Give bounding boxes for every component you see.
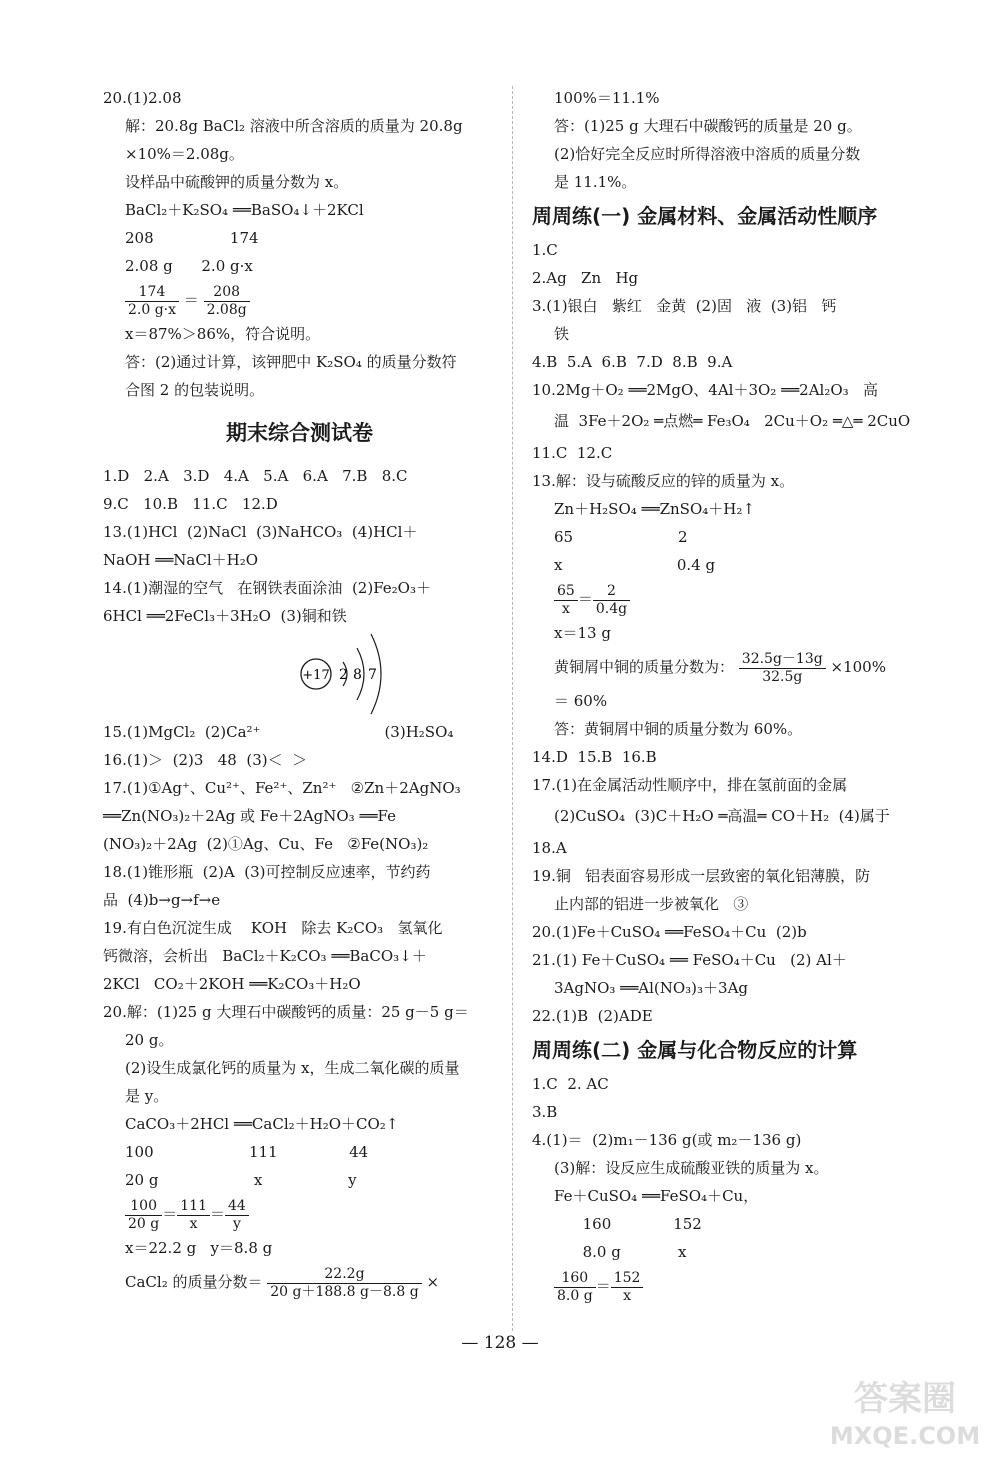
answer-line: 17.(1)在金属活动性顺序中，排在氢前面的金属 bbox=[532, 776, 848, 794]
answer-line: 18.(1)锥形瓶 (2)A (3)可控制反应速率，节约药 bbox=[103, 863, 431, 881]
answer-line: 2.08 g 2.0 g·x bbox=[125, 257, 253, 275]
answer-line: 3.B bbox=[532, 1103, 558, 1121]
answer-line: 答：(1)25 g 大理石中碳酸钙的质量是 20 g。 bbox=[554, 117, 862, 135]
answer-line: 答：(2)通过计算，该钾肥中 K₂SO₄ 的质量分数符 bbox=[125, 353, 457, 371]
svg-text:MXQE.COM: MXQE.COM bbox=[829, 1422, 981, 1450]
shell-2-electrons: 8 bbox=[353, 667, 362, 683]
answer-line: NaOH ══NaCl＋H₂O bbox=[103, 551, 259, 569]
answer-line: 100%＝11.1% bbox=[554, 89, 660, 107]
answer-line: 160 152 bbox=[554, 1215, 702, 1233]
answer-line: 钙微溶，会析出 BaCl₂＋K₂CO₃ ══BaCO₃↓＋ bbox=[103, 947, 427, 965]
answer-line: 1.D 2.A 3.D 4.A 5.A 6.A 7.B 8.C bbox=[103, 467, 408, 485]
answer-line: (2)设生成氯化钙的质量为 x，生成二氧化碳的质量 bbox=[125, 1059, 460, 1077]
answer-line: 20.(1)Fe＋CuSO₄ ══FeSO₄＋Cu (2)b bbox=[532, 923, 807, 941]
answer-line: 4.B 5.A 6.B 7.D 8.B 9.A bbox=[532, 353, 733, 371]
equation-fraction: $\frac{160}{8.0 g}$ ＝ $\frac{152}{x}$ bbox=[532, 1266, 932, 1306]
answer-line: 4.(1)＝ (2)m₁－136 g(或 m₂－136 g) bbox=[532, 1131, 802, 1149]
answer-line: 21.(1) Fe＋CuSO₄ ══ FeSO₄＋Cu (2) Al＋ bbox=[532, 951, 847, 969]
nucleus-charge: +17 bbox=[302, 668, 330, 683]
copper-fraction-equation: 黄铜屑中铜的质量分数为： $\frac{32.5g-13g}{32.5g}$ ×100% bbox=[554, 650, 886, 685]
answer-line: 17.(1)①Ag⁺、Cu²⁺、Fe²⁺、Zn²⁺ ②Zn＋2AgNO₃ bbox=[103, 779, 461, 797]
answer-line: ×10%＝2.08g。 bbox=[125, 145, 244, 163]
answer-line: Fe＋CuSO₄ ══FeSO₄＋Cu， bbox=[554, 1187, 759, 1205]
answer-line: 9.C 10.B 11.C 12.D bbox=[103, 495, 278, 513]
answer-line: 14.(1)潮湿的空气 在钢铁表面涂油 (2)Fe₂O₃＋ bbox=[103, 579, 431, 597]
left-column bbox=[103, 84, 496, 1302]
answer-line: 6HCl ══2FeCl₃＋3H₂O (3)铜和铁 bbox=[103, 607, 347, 625]
answer-line: 答：黄铜屑中铜的质量分数为 60%。 bbox=[554, 720, 803, 738]
answer-line: 3AgNO₃ ══Al(NO₃)₃＋3Ag bbox=[554, 979, 749, 997]
section-heading-weekly-2: 周周练(二) 金属与化合物反应的计算 bbox=[532, 1038, 858, 1062]
answer-line: 解：20.8g BaCl₂ 溶液中所含溶质的质量为 20.8g bbox=[125, 117, 463, 135]
answer-line: BaCl₂＋K₂SO₄ ══BaSO₄↓＋2KCl bbox=[125, 201, 364, 219]
answer-line: (2)恰好完全反应时所得溶液中溶质的质量分数 bbox=[554, 145, 861, 163]
answer-line: 20.(1)2.08 bbox=[103, 89, 182, 107]
answer-line: Zn＋H₂SO₄ ══ZnSO₄＋H₂↑ bbox=[554, 500, 755, 518]
answer-line: 是 y。 bbox=[125, 1087, 169, 1105]
answer-line: (NO₃)₂＋2Ag (2)①Ag、Cu、Fe ②Fe(NO₃)₂ bbox=[103, 835, 429, 853]
answer-line: 是 11.1%。 bbox=[554, 173, 637, 191]
answer-line: x＝13 g bbox=[554, 624, 611, 642]
answer-line: CaCO₃＋2HCl ══CaCl₂＋H₂O＋CO₂↑ bbox=[125, 1115, 399, 1133]
answer-line: x＝22.2 g y＝8.8 g bbox=[125, 1239, 273, 1257]
answer-line: 19.铜 铝表面容易形成一层致密的氧化铝薄膜，防 bbox=[532, 867, 871, 885]
svg-text:答案圈: 答案圈 bbox=[854, 1379, 956, 1419]
answer-line: 13.解：设与硫酸反应的锌的质量为 x。 bbox=[532, 472, 795, 490]
answer-line: 15.(1)MgCl₂ (2)Ca²⁺ (3)H₂SO₄ bbox=[103, 723, 454, 741]
answer-line: 合图 2 的包装说明。 bbox=[125, 381, 265, 399]
chlorine-atom-structure-diagram bbox=[299, 630, 409, 718]
answer-line: ＝ 60% bbox=[554, 692, 608, 710]
answer-line: 3.(1)银白 紫红 金黄 (2)固 液 (3)铝 钙 bbox=[532, 297, 837, 315]
section-heading-weekly-1: 周周练(一) 金属材料、金属活动性顺序 bbox=[532, 204, 878, 228]
answer-line: 100 111 44 bbox=[125, 1143, 369, 1161]
right-column bbox=[532, 84, 932, 1306]
answer-line: x＝87%＞86%，符合说明。 bbox=[125, 325, 321, 343]
answer-line: 20 g。 bbox=[125, 1031, 174, 1049]
answer-line: 14.D 15.B 16.B bbox=[532, 748, 657, 766]
page-number: — 128 — bbox=[461, 1333, 539, 1353]
site-watermark-logo bbox=[820, 1372, 990, 1452]
answer-line: 2.Ag Zn Hg bbox=[532, 269, 639, 287]
answer-line: 20 g x y bbox=[125, 1171, 357, 1189]
answer-line: 22.(1)B (2)ADE bbox=[532, 1007, 653, 1025]
answer-line: 10.2Mg＋O₂ ══2MgO、4Al＋3O₂ ══2Al₂O₃ 高 bbox=[532, 381, 878, 399]
shell-1-electrons: 2 bbox=[339, 667, 348, 683]
answer-line: 设样品中硫酸钾的质量分数为 x。 bbox=[125, 173, 349, 191]
answer-line: (2)CuSO₄ (3)C＋H₂O ═高温═ CO＋H₂ (4)属于 bbox=[554, 807, 890, 825]
answer-line: 8.0 g x bbox=[554, 1243, 687, 1261]
answer-line: 20.解：(1)25 g 大理石中碳酸钙的质量：25 g－5 g＝ bbox=[103, 1003, 469, 1021]
equation-fraction: $\frac{100}{20 g}$ ＝ $\frac{111}{x}$ ＝ $\frac{44}{y}$ bbox=[103, 1194, 496, 1234]
shell-3-electrons: 7 bbox=[368, 667, 377, 683]
answer-line: (3)解：设反应生成硫酸亚铁的质量为 x。 bbox=[554, 1159, 829, 1177]
answer-line: 19.有白色沉淀生成 KOH 除去 K₂CO₃ 氢氧化 bbox=[103, 919, 443, 937]
answer-line: ══Zn(NO₃)₂＋2Ag 或 Fe＋2AgNO₃ ══Fe bbox=[103, 807, 396, 825]
answer-line: 2KCl CO₂＋2KOH ══K₂CO₃＋H₂O bbox=[103, 975, 361, 993]
column-divider bbox=[512, 86, 513, 1331]
answer-line: 16.(1)＞ (2)3 48 (3)＜ ＞ bbox=[103, 751, 308, 769]
section-heading-final-exam: 期末综合测试卷 bbox=[226, 421, 373, 445]
answer-line: 11.C 12.C bbox=[532, 444, 613, 462]
answer-line: 铁 bbox=[554, 325, 570, 343]
answer-line: 温 3Fe＋2O₂ ═点燃═ Fe₃O₄ 2Cu＋O₂ ═△═ 2CuO bbox=[554, 412, 911, 430]
answer-line: 65 2 bbox=[554, 528, 688, 546]
answer-line: 1.C 2. AC bbox=[532, 1075, 609, 1093]
answer-line: 208 174 bbox=[125, 229, 259, 247]
equation-fraction: $\frac{65}{x}$ ＝ $\frac{2}{0.4g}$ bbox=[532, 579, 932, 619]
answer-line: 1.C bbox=[532, 241, 558, 259]
answer-line: 18.A bbox=[532, 839, 567, 857]
answer-line: 止内部的铝进一步被氧化 ③ bbox=[554, 895, 749, 913]
answer-line: 品 (4)b→g→f→e bbox=[103, 891, 221, 909]
answer-line: 13.(1)HCl (2)NaCl (3)NaHCO₃ (4)HCl＋ bbox=[103, 523, 418, 541]
answer-line: x 0.4 g bbox=[554, 556, 716, 574]
mass-fraction-equation: CaCl₂ 的质量分数＝ $\frac{22.2g}{20 g+188.8 g-8.8 g}$ × bbox=[125, 1265, 440, 1300]
equation-fraction: $\frac{174}{2.0 g\cdot x}$ ＝ $\frac{208}{2.08g}$ bbox=[103, 280, 496, 320]
